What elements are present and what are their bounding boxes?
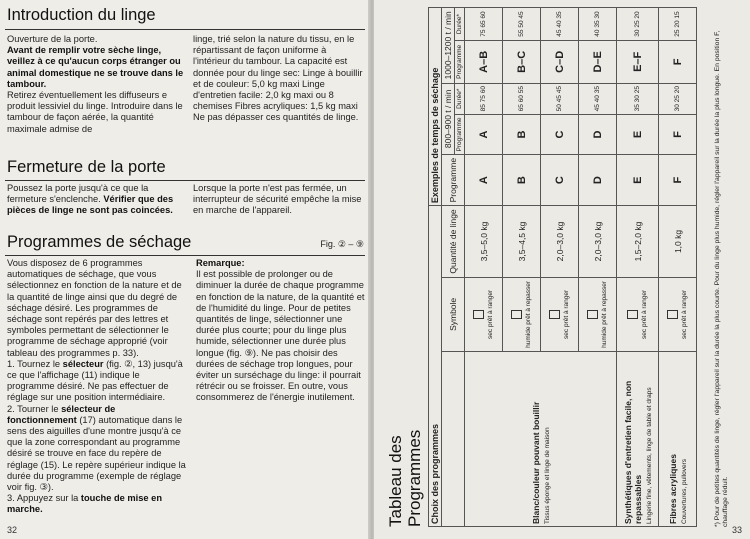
sub-programme-1: Programme xyxy=(455,114,465,154)
divider xyxy=(5,180,365,181)
col-group xyxy=(442,352,465,527)
programme-table xyxy=(428,7,697,527)
section-title-fermeture: Fermeture de la porte xyxy=(7,158,166,176)
programme-1000: A–B xyxy=(465,41,503,83)
programme-1000: E–F xyxy=(617,41,659,83)
programme-1000: F xyxy=(659,41,697,83)
duration-1000: 30 25 20 xyxy=(617,8,659,41)
duration-800: 35 30 25 xyxy=(617,83,659,114)
programme-800: A xyxy=(465,114,503,154)
programme-letter: C xyxy=(541,155,579,206)
duration-800: 45 40 35 xyxy=(579,83,617,114)
programme-800: B xyxy=(503,114,541,154)
sub-duree-1: Durée* xyxy=(455,83,465,114)
programme-letter: F xyxy=(659,155,697,206)
group-acryliques: Fibres acryliques Couvertures, pullovers xyxy=(659,352,697,527)
programmes-column-2 xyxy=(196,258,366,404)
fermeture-warning: Vérifier que des pièces de linge ne sont pas coincées. xyxy=(7,194,174,216)
step-1: 1. Tournez le sélecteur (fig. ②, 13) jusqu'à ce que l'affichage (11) indique le programme désiré. Ne pas effectuer de réglage sur une position intermédiaire. xyxy=(7,358,183,403)
intro-column-2: linge, trié selon la nature du tissu, en le répartissant de façon uniforme à l'intérieur du tambour. La capacité est donnée pour du linge sec: Linge à bouillir et de couleur: 5,0 kg maxi Linge d'entretien facile: 2,0 kg maxi ou 8 chemises Fibres acryliques: 1,5 kg maxi Ne pas dépasser ces quantités de linge. xyxy=(193,34,363,123)
iron-symbol-icon xyxy=(511,310,522,319)
divider xyxy=(5,255,365,256)
header-exemples: Exemples de temps de séchage xyxy=(429,8,442,206)
duration-800: 65 60 55 xyxy=(503,83,541,114)
fermeture-column-1 xyxy=(7,183,185,217)
duration-800: 50 45 45 xyxy=(541,83,579,114)
programme-1000: D–E xyxy=(579,41,617,83)
dry-symbol-icon xyxy=(667,310,678,319)
figure-reference: Fig. ② – ⑨ xyxy=(320,239,364,249)
table-title: Tableau des Programmes xyxy=(386,429,424,527)
group-synthetiques: Synthétiques d'entretien facile, non repassables Lingerie fine, vêtements, linge de table et draps xyxy=(617,352,659,527)
col-quantite: Quantité de linge xyxy=(442,206,465,278)
programme-letter: E xyxy=(617,155,659,206)
table-row: Synthétiques d'entretien facile, non repassables Lingerie fine, vêtements, linge de table et draps sec prêt à ranger 1,5–2,0 kg E E 35 30 25 E–F 30 25 20 xyxy=(617,8,659,527)
quantity: 1,0 kg xyxy=(659,206,697,278)
table-row: sec prêt à ranger 2,0–3,0 kg C C 50 45 45 C–D 45 40 35 xyxy=(541,8,579,527)
programme-800: F xyxy=(659,114,697,154)
group-blanc: Blanc/couleur pouvant bouillir Tissus éponge et linge de maison xyxy=(465,352,617,527)
header-choix: Choix des programmes xyxy=(429,206,442,527)
step-3: 3. Appuyez sur la touche de mise en marche. xyxy=(7,493,163,515)
programme-table-rotated xyxy=(380,3,750,533)
duration-800: 85 75 60 xyxy=(465,83,503,114)
col-symbole: Symbole xyxy=(442,277,465,351)
rpm-1000: 1000–1200 t / min xyxy=(442,8,455,84)
intro-warning: Avant de remplir votre sèche linge, veillez à ce qu'aucun corps étranger ou animal domestique ne se trouve dans le tambour. xyxy=(7,45,184,89)
page-number: 32 xyxy=(7,525,18,535)
programmes-intro: Vous disposez de 6 programmes automatiques de séchage, que vous sélectionnez en fonction de la nature et de la quantité de linge ainsi que du degré de séchage désiré. Les programmes de séchage sont repérés par des lettres et symboles permettant de sélectionner le programme de séchage approprié (voir tableau des programmes p. 33). xyxy=(7,258,182,358)
duration-1000: 45 40 35 xyxy=(541,8,579,41)
table-row: humide prêt à repasser 3,5–4,5 kg B B 65 60 55 B–C 55 50 45 xyxy=(503,8,541,527)
intro-text-1: Ouverture de la porte. xyxy=(7,34,98,44)
fermeture-text: Poussez la porte jusqu'à ce que la fermeture s'enclenche. xyxy=(7,183,149,205)
programme-800: C xyxy=(541,114,579,154)
divider xyxy=(5,29,365,30)
col-programme: Programme xyxy=(442,155,465,206)
dry-symbol-icon xyxy=(549,310,560,319)
remark-title: Remarque: xyxy=(196,258,245,268)
duration-1000: 25 20 15 xyxy=(659,8,697,41)
programme-1000: C–D xyxy=(541,41,579,83)
programme-letter: B xyxy=(503,155,541,206)
section-title-programmes: Programmes de séchage xyxy=(7,233,192,251)
programme-800: E xyxy=(617,114,659,154)
quantity: 2,0–3,0 kg xyxy=(579,206,617,278)
programme-letter: A xyxy=(465,155,503,206)
left-page xyxy=(0,0,372,539)
table-row: humide prêt à repasser 2,0–3,0 kg D D 45 40 35 D–E 40 35 30 xyxy=(579,8,617,527)
sub-programme-2: Programme xyxy=(455,41,465,83)
programme-1000: B–C xyxy=(503,41,541,83)
quantity: 1,5–2,0 kg xyxy=(617,206,659,278)
iron-symbol-icon xyxy=(587,310,598,319)
dry-symbol-icon xyxy=(627,310,638,319)
duration-800: 30 25 20 xyxy=(659,83,697,114)
quantity: 3,5–5,0 kg xyxy=(465,206,503,278)
table-row: Blanc/couleur pouvant bouillir Tissus éponge et linge de maison sec prêt à ranger 3,5–5,0 kg A A 85 75 60 A–B 75 65 60 xyxy=(465,8,503,527)
sub-duree-2: Durée* xyxy=(455,8,465,41)
remark-text: Il est possible de prolonger ou de diminuer la durée de chaque programme en fonction de la nature, de la quantité et de l'humidité du linge. Pour de petites quantités de linge, sélectionner une durée plus courte; pour du linge plus humide, sélectionner une durée plus longue (fig. ⑨). Ne pas choisir des durées de séchage trop longues, pour éviter un surséchage du linge: il pourrait rétrécir ou se froisser. En outre, vous consommerez de l'énergie inutilement. xyxy=(196,269,365,403)
programmes-column-1 xyxy=(7,258,187,516)
footnote: *) Pour de petites quantités de linge, régler l'appareil sur la durée la plus courte. Pour du linge plus humide, régler l'appareil sur la durée la plus longue. En position F, chauffage réduit. xyxy=(714,30,729,527)
rpm-800: 800–900 t / min xyxy=(442,83,455,155)
duration-1000: 75 65 60 xyxy=(465,8,503,41)
quantity: 2,0–3,0 kg xyxy=(541,206,579,278)
duration-1000: 55 50 45 xyxy=(503,8,541,41)
step-2: 2. Tourner le sélecteur de fonctionnement (17) automatique dans le sens des aiguilles d'une montre jusqu'à ce que la zone correspondant au programme désiré se trouve en face du repère de réglage (15). Le repère supérieur indique la durée du programme (exemple de réglage voir fig. ③). xyxy=(7,403,186,493)
duration-1000: 40 35 30 xyxy=(579,8,617,41)
dry-symbol-icon xyxy=(473,310,484,319)
programme-800: D xyxy=(579,114,617,154)
fermeture-column-2: Lorsque la porte n'est pas fermée, un interrupteur de sécurité empêche la mise en marche de l'appareil. xyxy=(193,183,362,216)
section-title-introduction: Introduction du linge xyxy=(7,6,156,24)
intro-column-1 xyxy=(7,34,185,135)
page-number: 33 xyxy=(731,525,742,535)
programme-letter: D xyxy=(579,155,617,206)
quantity: 3,5–4,5 kg xyxy=(503,206,541,278)
intro-text-2: Retirez éventuellement les diffuseurs e produit lessiviel du linge. Introduire dans le tambour de façon aérée, la quantité maximale admise de xyxy=(7,90,183,134)
table-row: Fibres acryliques Couvertures, pullovers sec prêt à ranger 1,0 kg F F 30 25 20 F 25 20 15 xyxy=(659,8,697,527)
